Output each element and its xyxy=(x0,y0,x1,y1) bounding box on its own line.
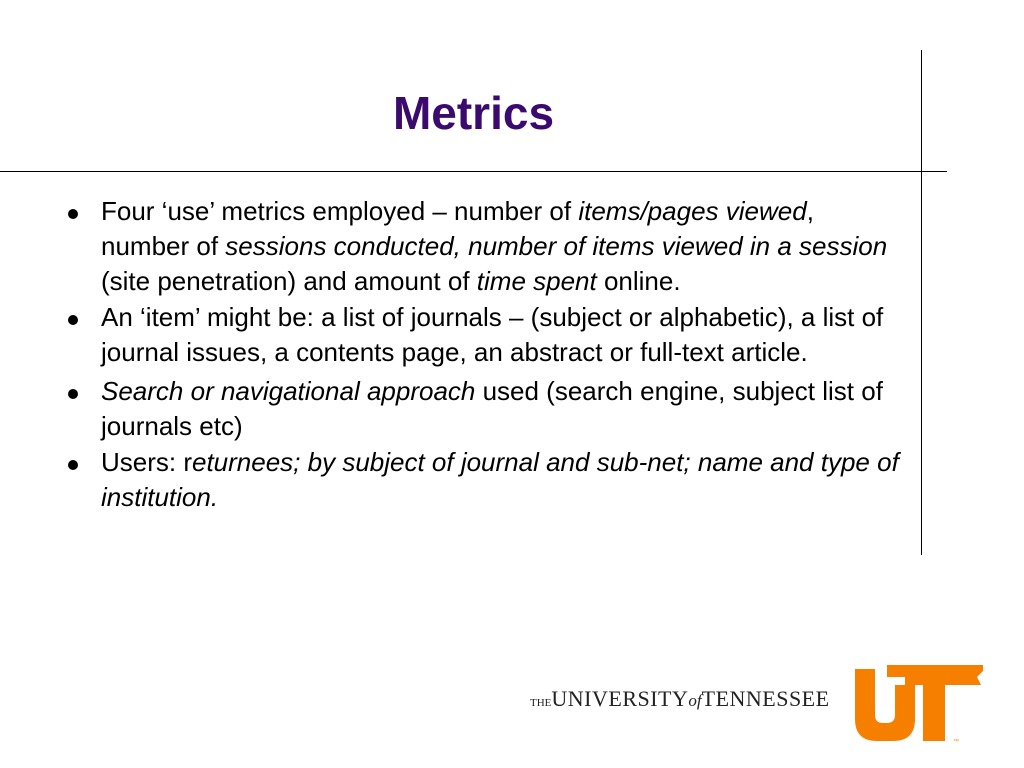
bullet-text: Four ‘use’ metrics employed – number of xyxy=(101,196,579,226)
wordmark-the: THE xyxy=(530,697,552,709)
bullet-text-italic: items/pages viewed xyxy=(578,196,807,226)
bullet-text: used (search engine, subject list of journals etc) xyxy=(101,376,883,441)
university-wordmark xyxy=(530,686,830,712)
bullet-item xyxy=(64,445,904,515)
bullet-text: online. xyxy=(596,266,681,296)
bullet-dot-icon xyxy=(68,460,78,470)
bullet-text-italic: time spent xyxy=(476,266,597,296)
bullet-item xyxy=(64,374,904,444)
bullet-text: (site penetration) and amount of xyxy=(101,266,477,296)
bullet-text-italic: sessions conducted, number of items viewed in a session xyxy=(225,231,888,261)
bullet-dot-icon xyxy=(68,209,78,219)
ut-logo-icon xyxy=(853,663,988,745)
bullet-text-italic: eturnees; by subject of journal and sub-net; name and type of institution. xyxy=(101,447,899,512)
slide-title: Metrics xyxy=(392,87,555,139)
wordmark-tennessee: TENNESSEE xyxy=(701,686,830,711)
tm-mark: ™ xyxy=(953,739,959,745)
bullet-list xyxy=(64,194,904,516)
bullet-item xyxy=(64,300,904,370)
bullet-item xyxy=(64,194,904,299)
horizontal-rule xyxy=(0,171,947,172)
bullet-text: An ‘item’ might be: a list of journals – (subject or alphabetic), a list of journal issues, a contents page, an abstract or full-text article. xyxy=(101,302,884,367)
wordmark-of: of xyxy=(688,691,702,710)
bullet-dot-icon xyxy=(68,315,78,325)
bullet-text: , number of xyxy=(101,196,814,261)
bullet-text: Users: r xyxy=(101,447,192,477)
wordmark-university: UNIVERSITY xyxy=(551,686,689,711)
bullet-dot-icon xyxy=(68,389,78,399)
bullet-text-italic: Search or navigational approach xyxy=(101,376,476,406)
